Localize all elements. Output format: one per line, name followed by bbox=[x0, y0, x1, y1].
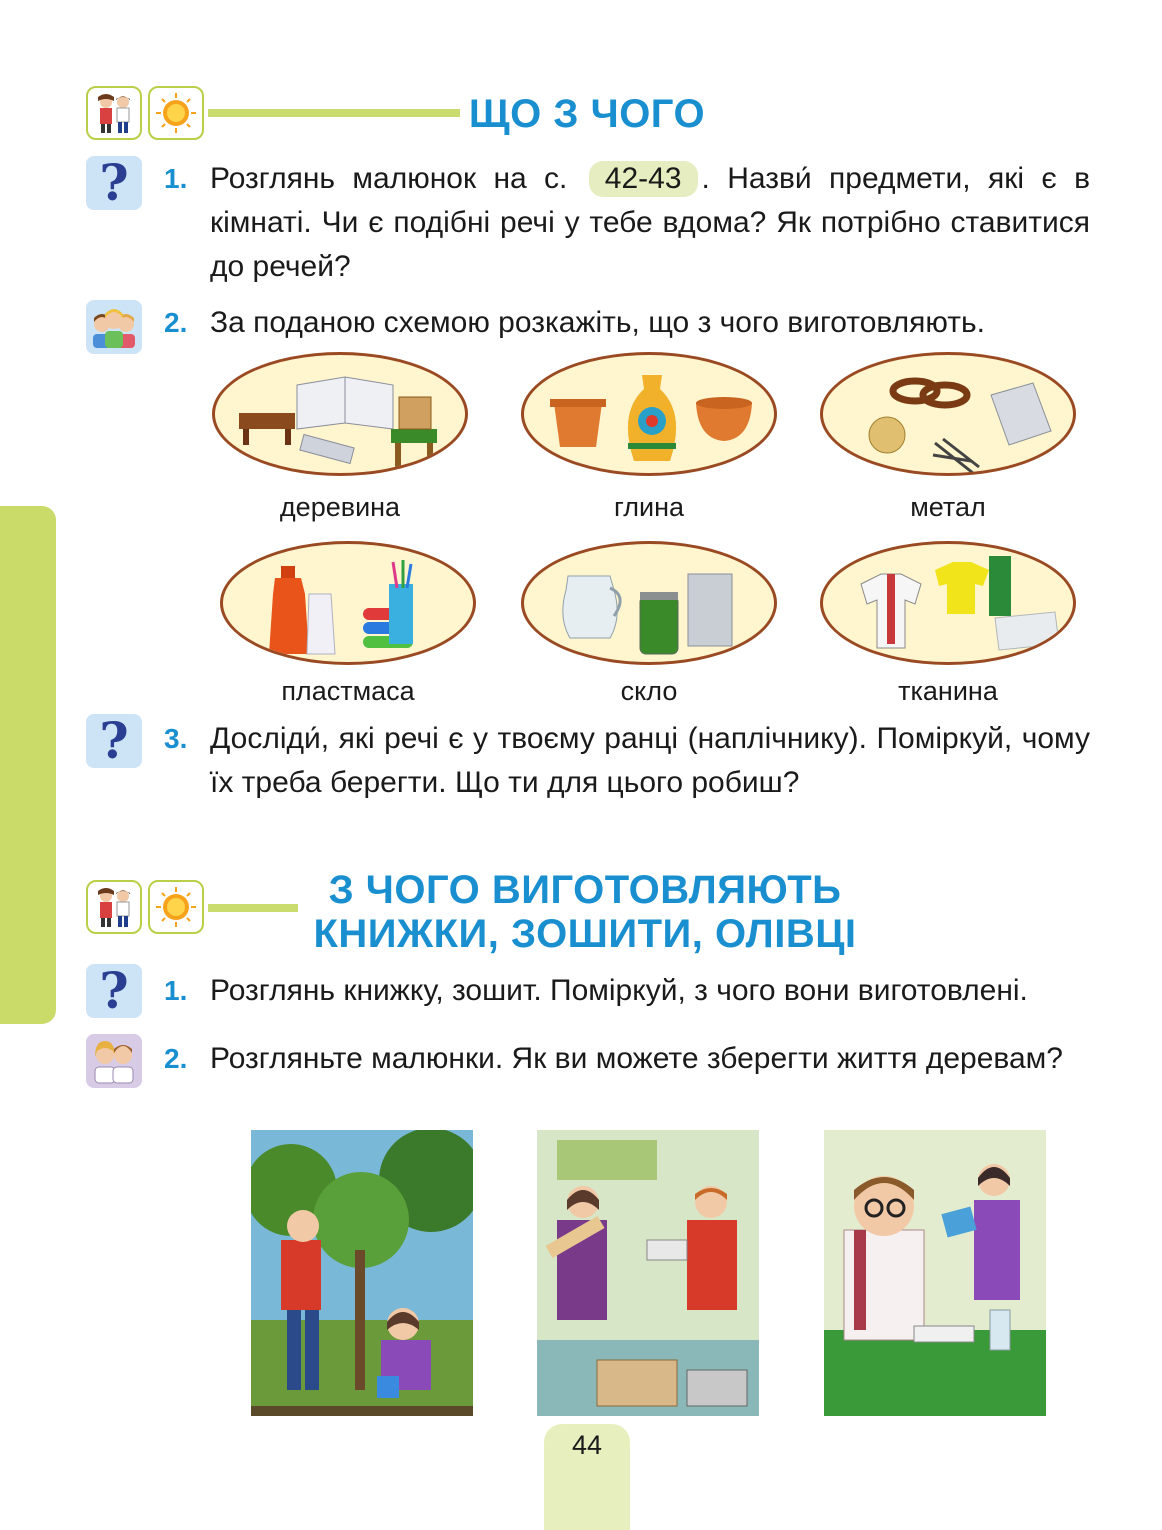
group-work-icon bbox=[86, 300, 142, 354]
task-text: Розгляньте малюнки. Як ви можете зберегти життя деревам? bbox=[210, 1042, 1063, 1075]
material-label: скло bbox=[620, 676, 678, 706]
header-line bbox=[208, 109, 460, 117]
section2-title-line: КНИЖКИ, ЗОШИТИ, ОЛІВЦІ bbox=[313, 912, 857, 956]
material-label: метал bbox=[910, 492, 986, 522]
material-label: тканина bbox=[898, 676, 998, 706]
task-text: Досліди́, які речі є у твоєму ранці (наплічнику). Поміркуй, чому їх треба берегти. Що ти для цього робиш? bbox=[210, 722, 1090, 799]
task-number: 1. bbox=[164, 163, 188, 194]
task-number: 1. bbox=[164, 975, 188, 1006]
children-icon bbox=[86, 86, 142, 140]
task-text bbox=[210, 157, 1090, 289]
question-mark-icon: ? bbox=[86, 156, 142, 210]
task-number: 3. bbox=[164, 723, 188, 754]
task-number: 2. bbox=[164, 1043, 188, 1074]
task-text: Розглянь книжку, зошит. Поміркуй, з чого вони виготовлені. bbox=[210, 974, 1028, 1007]
page-number: 44 bbox=[571, 1430, 603, 1460]
sun-icon bbox=[148, 880, 204, 934]
question-mark-icon: ? bbox=[86, 714, 142, 768]
illustration-repairing-book bbox=[824, 1130, 1046, 1416]
illustration-planting-tree bbox=[251, 1130, 473, 1416]
page-reference: 42-43 bbox=[589, 161, 698, 197]
question-mark-icon: ? bbox=[86, 964, 142, 1018]
section1-title: ЩО З ЧОГО bbox=[468, 92, 706, 136]
material-label: деревина bbox=[279, 492, 401, 522]
material-oval-metal bbox=[820, 352, 1076, 476]
material-oval-clay bbox=[521, 352, 777, 476]
material-oval-wood bbox=[212, 352, 468, 476]
pair-work-icon bbox=[86, 1034, 142, 1088]
material-label: глина bbox=[613, 492, 685, 522]
section1-badges bbox=[86, 86, 204, 140]
header-line bbox=[208, 904, 298, 912]
task-text: За поданою схемою розкажіть, що з чого виготовляють. bbox=[210, 306, 985, 339]
material-label: пластмаса bbox=[281, 676, 415, 706]
illustration-recycling-paper bbox=[537, 1130, 759, 1416]
material-oval-fabric bbox=[820, 541, 1076, 665]
section2-title-line: З ЧОГО ВИГОТОВЛЯЮТЬ bbox=[328, 868, 842, 912]
section2-badges bbox=[86, 880, 204, 934]
material-oval-glass bbox=[521, 541, 777, 665]
sun-icon bbox=[148, 86, 204, 140]
task-number: 2. bbox=[164, 307, 188, 338]
task-text-part: Розглянь малюнок на с. bbox=[210, 162, 568, 195]
section2-title bbox=[298, 868, 872, 956]
children-icon bbox=[86, 880, 142, 934]
task-text-part: . Назви́ предмети, які є в кімнаті. Чи є подібні речі у тебе вдома? Як потрібно ставитися до речей? bbox=[210, 162, 1091, 283]
material-oval-plastic bbox=[220, 541, 476, 665]
side-tab bbox=[0, 506, 56, 1024]
